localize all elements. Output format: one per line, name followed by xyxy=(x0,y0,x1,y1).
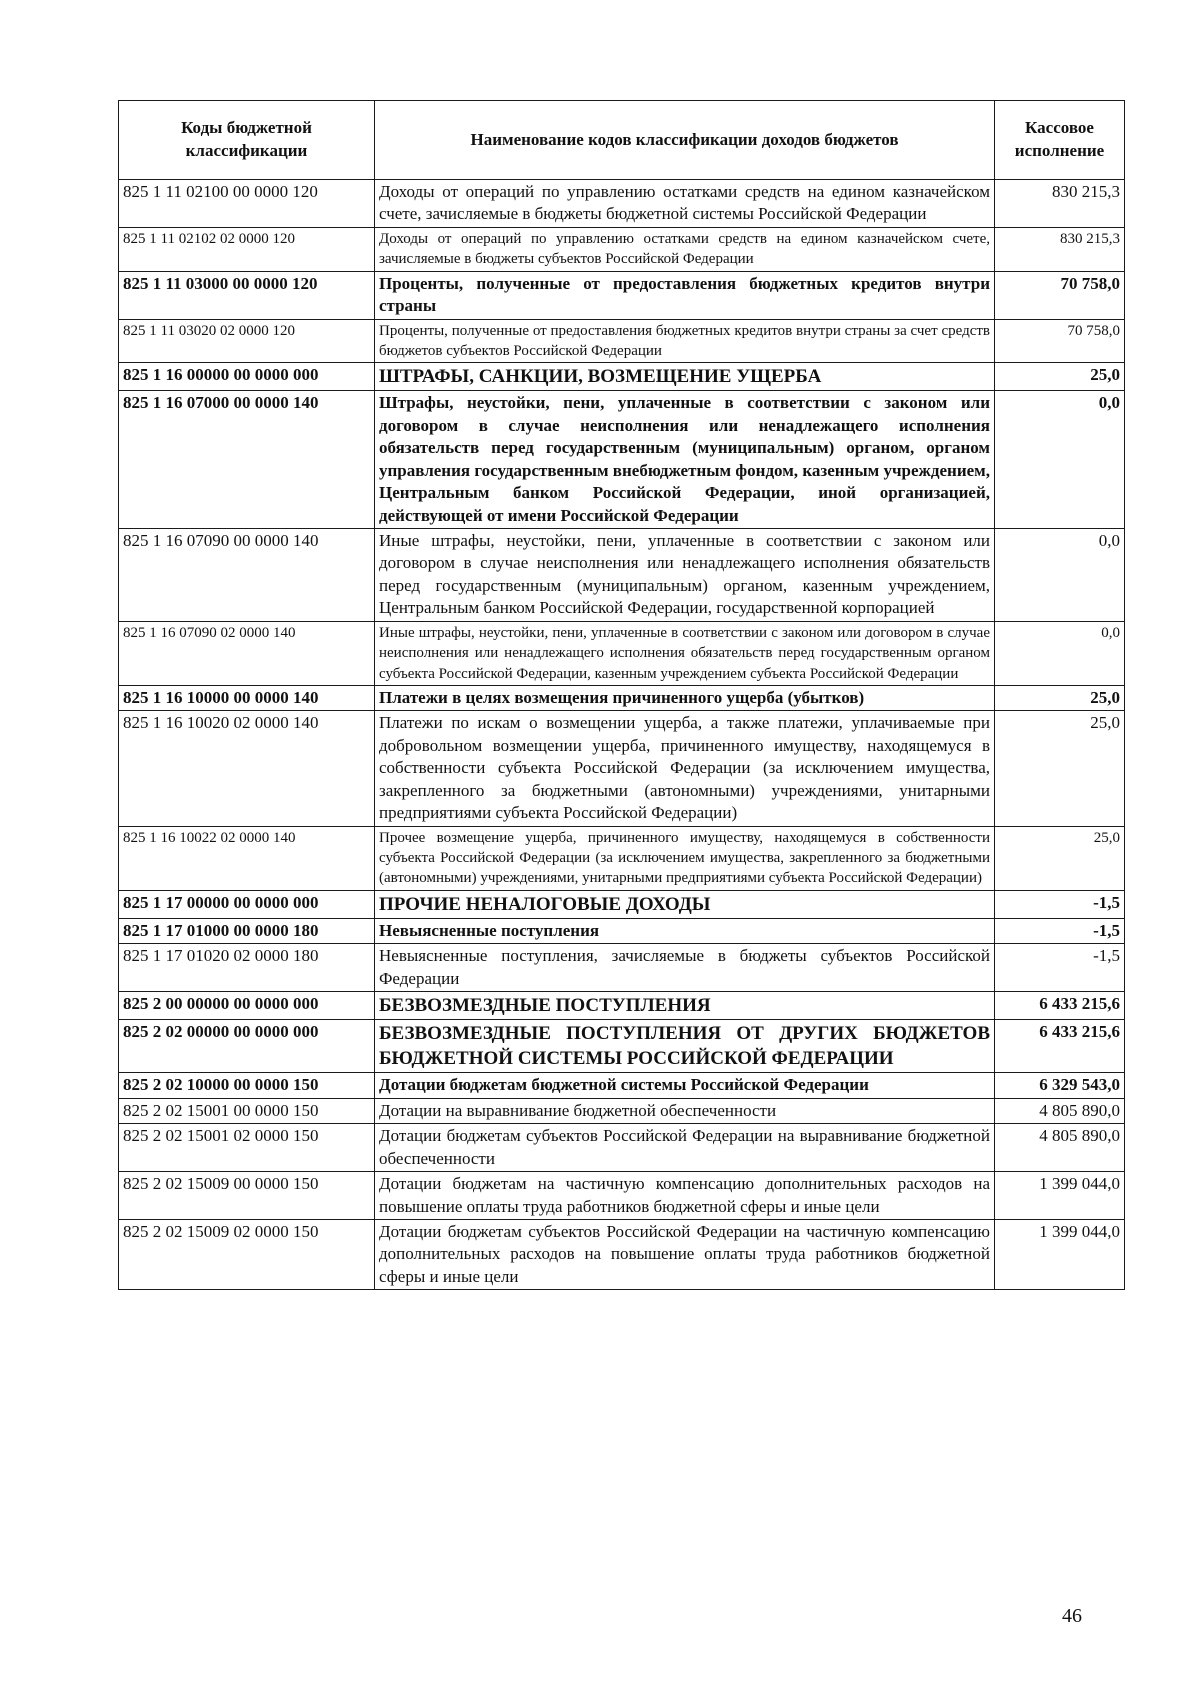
row-sum: 6 329 543,0 xyxy=(995,1073,1125,1098)
row-name: Платежи в целях возмещения причиненного ущерба (убытков) xyxy=(375,685,995,710)
row-name: Невыясненные поступления xyxy=(375,918,995,943)
row-code: 825 2 02 15009 02 0000 150 xyxy=(119,1219,375,1289)
row-code: 825 1 11 03000 00 0000 120 xyxy=(119,271,375,319)
row-name: Иные штрафы, неустойки, пени, уплаченные в соответствии с законом или договором в случае неисполнения или ненадлежащего исполнения обязательств перед государственным органом субъекта Российской Федерации, казенным учреждением субъекта Российской Федерации xyxy=(375,621,995,685)
row-code: 825 2 00 00000 00 0000 000 xyxy=(119,992,375,1020)
row-name: Дотации на выравнивание бюджетной обеспеченности xyxy=(375,1098,995,1123)
row-sum: 4 805 890,0 xyxy=(995,1098,1125,1123)
row-code: 825 1 16 10022 02 0000 140 xyxy=(119,826,375,890)
row-code: 825 1 16 00000 00 0000 000 xyxy=(119,363,375,391)
table-row xyxy=(119,363,1125,391)
page-number: 46 xyxy=(1062,1605,1082,1627)
table-row xyxy=(119,1020,1125,1073)
row-sum: 830 215,3 xyxy=(995,180,1125,228)
row-sum: 0,0 xyxy=(995,621,1125,685)
row-code: 825 1 17 01020 02 0000 180 xyxy=(119,944,375,992)
table-row xyxy=(119,826,1125,890)
table-row xyxy=(119,391,1125,529)
row-code: 825 1 16 07000 00 0000 140 xyxy=(119,391,375,529)
table-row xyxy=(119,1124,1125,1172)
table-row xyxy=(119,918,1125,943)
table-row xyxy=(119,227,1125,271)
row-code: 825 1 11 03020 02 0000 120 xyxy=(119,319,375,363)
row-code: 825 1 16 10020 02 0000 140 xyxy=(119,711,375,826)
table-row xyxy=(119,685,1125,710)
row-name: Дотации бюджетам бюджетной системы Российской Федерации xyxy=(375,1073,995,1098)
row-sum: -1,5 xyxy=(995,944,1125,992)
row-name: Невыясненные поступления, зачисляемые в бюджеты субъектов Российской Федерации xyxy=(375,944,995,992)
table-row xyxy=(119,711,1125,826)
header-name: Наименование кодов классификации доходов бюджетов xyxy=(375,101,995,180)
table-row xyxy=(119,621,1125,685)
row-name: БЕЗВОЗМЕЗДНЫЕ ПОСТУПЛЕНИЯ ОТ ДРУГИХ БЮДЖЕТОВ БЮДЖЕТНОЙ СИСТЕМЫ РОССИЙСКОЙ ФЕДЕРАЦИИ xyxy=(375,1020,995,1073)
row-sum: 0,0 xyxy=(995,529,1125,622)
row-sum: 1 399 044,0 xyxy=(995,1172,1125,1220)
table-row xyxy=(119,319,1125,363)
row-name: БЕЗВОЗМЕЗДНЫЕ ПОСТУПЛЕНИЯ xyxy=(375,992,995,1020)
row-name: Иные штрафы, неустойки, пени, уплаченные в соответствии с законом или договором в случае неисполнения или ненадлежащего исполнения обязательств перед государственным (муниципальным) органом, казенным учреждением, Центральным банком Российской Федерации, государственной корпорацией xyxy=(375,529,995,622)
table-row xyxy=(119,944,1125,992)
row-code: 825 1 17 01000 00 0000 180 xyxy=(119,918,375,943)
row-sum: 6 433 215,6 xyxy=(995,992,1125,1020)
row-code: 825 1 16 10000 00 0000 140 xyxy=(119,685,375,710)
row-code: 825 2 02 15009 00 0000 150 xyxy=(119,1172,375,1220)
row-sum: 70 758,0 xyxy=(995,271,1125,319)
table-row xyxy=(119,271,1125,319)
row-name: Доходы от операций по управлению остатками средств на едином казначейском счете, зачисляемые в бюджеты субъектов Российской Федерации xyxy=(375,227,995,271)
table-row xyxy=(119,992,1125,1020)
table-row xyxy=(119,1172,1125,1220)
row-name: Штрафы, неустойки, пени, уплаченные в соответствии с законом или договором в случае неисполнения или ненадлежащего исполнения обязательств перед государственным (муниципальным) органом, органом управления государственным внебюджетным фондом, казенным учреждением, Центральным банком Российской Федерации, иной организацией, действующей от имени Российской Федерации xyxy=(375,391,995,529)
row-name: Прочее возмещение ущерба, причиненного имуществу, находящемуся в собственности субъекта Российской Федерации (за исключением имущества, закрепленного за бюджетными (автономными) учреждениями, унитарными предприятиями субъекта Российской Федерации) xyxy=(375,826,995,890)
row-code: 825 2 02 15001 00 0000 150 xyxy=(119,1098,375,1123)
row-code: 825 1 11 02102 02 0000 120 xyxy=(119,227,375,271)
header-code: Коды бюджетной классификации xyxy=(119,101,375,180)
row-code: 825 2 02 10000 00 0000 150 xyxy=(119,1073,375,1098)
row-sum: 6 433 215,6 xyxy=(995,1020,1125,1073)
row-code: 825 1 16 07090 02 0000 140 xyxy=(119,621,375,685)
table-row xyxy=(119,1073,1125,1098)
row-sum: 4 805 890,0 xyxy=(995,1124,1125,1172)
row-sum: -1,5 xyxy=(995,890,1125,918)
row-name: Доходы от операций по управлению остатками средств на едином казначейском счете, зачисляемые в бюджеты бюджетной системы Российской Федерации xyxy=(375,180,995,228)
row-name: ПРОЧИЕ НЕНАЛОГОВЫЕ ДОХОДЫ xyxy=(375,890,995,918)
row-code: 825 2 02 15001 02 0000 150 xyxy=(119,1124,375,1172)
row-code: 825 2 02 00000 00 0000 000 xyxy=(119,1020,375,1073)
table-row xyxy=(119,529,1125,622)
row-name: Проценты, полученные от предоставления бюджетных кредитов внутри страны за счет средств бюджетов субъектов Российской Федерации xyxy=(375,319,995,363)
table-row xyxy=(119,180,1125,228)
row-name: ШТРАФЫ, САНКЦИИ, ВОЗМЕЩЕНИЕ УЩЕРБА xyxy=(375,363,995,391)
row-name: Дотации бюджетам субъектов Российской Федерации на выравнивание бюджетной обеспеченности xyxy=(375,1124,995,1172)
row-code: 825 1 11 02100 00 0000 120 xyxy=(119,180,375,228)
row-name: Дотации бюджетам на частичную компенсацию дополнительных расходов на повышение оплаты труда работников бюджетной сферы и иные цели xyxy=(375,1172,995,1220)
table-row xyxy=(119,890,1125,918)
row-name: Дотации бюджетам субъектов Российской Федерации на частичную компенсацию дополнительных расходов на повышение оплаты труда работников бюджетной сферы и иные цели xyxy=(375,1219,995,1289)
row-sum: 25,0 xyxy=(995,711,1125,826)
row-sum: 25,0 xyxy=(995,826,1125,890)
row-sum: 25,0 xyxy=(995,685,1125,710)
table-header-row xyxy=(119,101,1125,180)
row-sum: 0,0 xyxy=(995,391,1125,529)
table-row xyxy=(119,1098,1125,1123)
row-code: 825 1 17 00000 00 0000 000 xyxy=(119,890,375,918)
table-row xyxy=(119,1219,1125,1289)
row-sum: 1 399 044,0 xyxy=(995,1219,1125,1289)
row-sum: 25,0 xyxy=(995,363,1125,391)
row-sum: 830 215,3 xyxy=(995,227,1125,271)
row-sum: 70 758,0 xyxy=(995,319,1125,363)
budget-revenue-table xyxy=(118,100,1125,1290)
row-name: Платежи по искам о возмещении ущерба, а также платежи, уплачиваемые при добровольном возмещении ущерба, причиненного имуществу, находящемуся в собственности субъекта Российской Федерации (за исключением имущества, закрепленного за бюджетными (автономными) учреждениями, унитарными предприятиями субъекта Российской Федерации) xyxy=(375,711,995,826)
header-sum: Кассовое исполнение xyxy=(995,101,1125,180)
row-code: 825 1 16 07090 00 0000 140 xyxy=(119,529,375,622)
row-name: Проценты, полученные от предоставления бюджетных кредитов внутри страны xyxy=(375,271,995,319)
row-sum: -1,5 xyxy=(995,918,1125,943)
